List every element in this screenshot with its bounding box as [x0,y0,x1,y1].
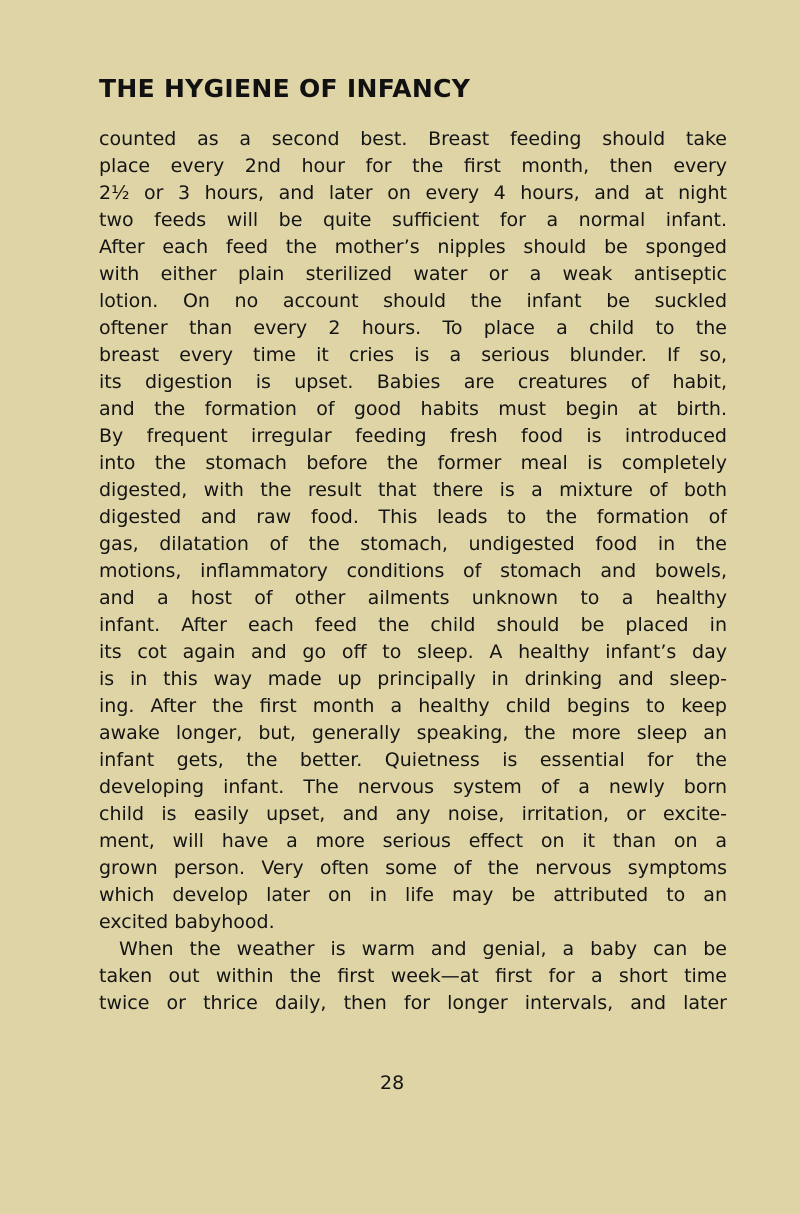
text-line: motions, inflammatory conditions of stomach and bowels, [99,560,727,582]
text-line: After each feed the mother’s nipples should be sponged [99,236,727,258]
text-line: gas, dilatation of the stomach, undigested food in the [99,533,727,555]
text-line: its digestion is upset. Babies are creatures of habit, [99,371,727,393]
text-line: When the weather is warm and genial, a baby can be [119,938,727,960]
text-line: and the formation of good habits must begin at birth. [99,398,727,420]
text-line: ment, will have a more serious effect on it than on a [99,830,727,852]
text-line: developing infant. The nervous system of a newly born [99,776,727,798]
running-head: THE HYGIENE OF INFANCY [99,74,471,103]
text-line: lotion. On no account should the infant be suckled [99,290,727,312]
text-line: into the stomach before the former meal is completely [99,452,727,474]
text-line: two feeds will be quite sufficient for a normal infant. [99,209,727,231]
text-line: infant. After each feed the child should be placed in [99,614,727,636]
text-line: child is easily upset, and any noise, irritation, or excite- [99,803,727,825]
text-line-with-fraction [99,180,727,207]
page-number: 28 [380,1072,405,1094]
text-line-rest: or 3 hours, and later on every 4 hours, and at night [144,182,728,204]
text-line: and a host of other ailments unknown to a healthy [99,587,727,609]
text-line: grown person. Very often some of the nervous symptoms [99,857,727,879]
text-line: which develop later on in life may be attributed to an [99,884,727,906]
text-line: twice or thrice daily, then for longer intervals, and later [99,992,727,1014]
text-line: counted as a second best. Breast feeding should take [99,128,727,150]
text-line: awake longer, but, generally speaking, the more sleep an [99,722,727,744]
text-line: infant gets, the better. Quietness is essential for the [99,749,727,771]
text-line: breast every time it cries is a serious blunder. If so, [99,344,727,366]
text-line: excited babyhood. [99,911,275,933]
text-line: digested, with the result that there is a mixture of both [99,479,727,501]
text-line: its cot again and go off to sleep. A healthy infant’s day [99,641,727,663]
body-text [99,126,727,1017]
text-line: digested and raw food. This leads to the formation of [99,506,727,528]
text-line: with either plain sterilized water or a weak antiseptic [99,263,727,285]
text-line: is in this way made up principally in drinking and sleep- [99,668,727,690]
text-line: place every 2nd hour for the first month, then every [99,155,727,177]
text-line: By frequent irregular feeding fresh food is introduced [99,425,727,447]
fraction-text: 2½ [99,182,130,204]
text-line: ing. After the first month a healthy child begins to keep [99,695,727,717]
text-line: taken out within the first week—at first for a short time [99,965,727,987]
text-line: oftener than every 2 hours. To place a child to the [99,317,727,339]
